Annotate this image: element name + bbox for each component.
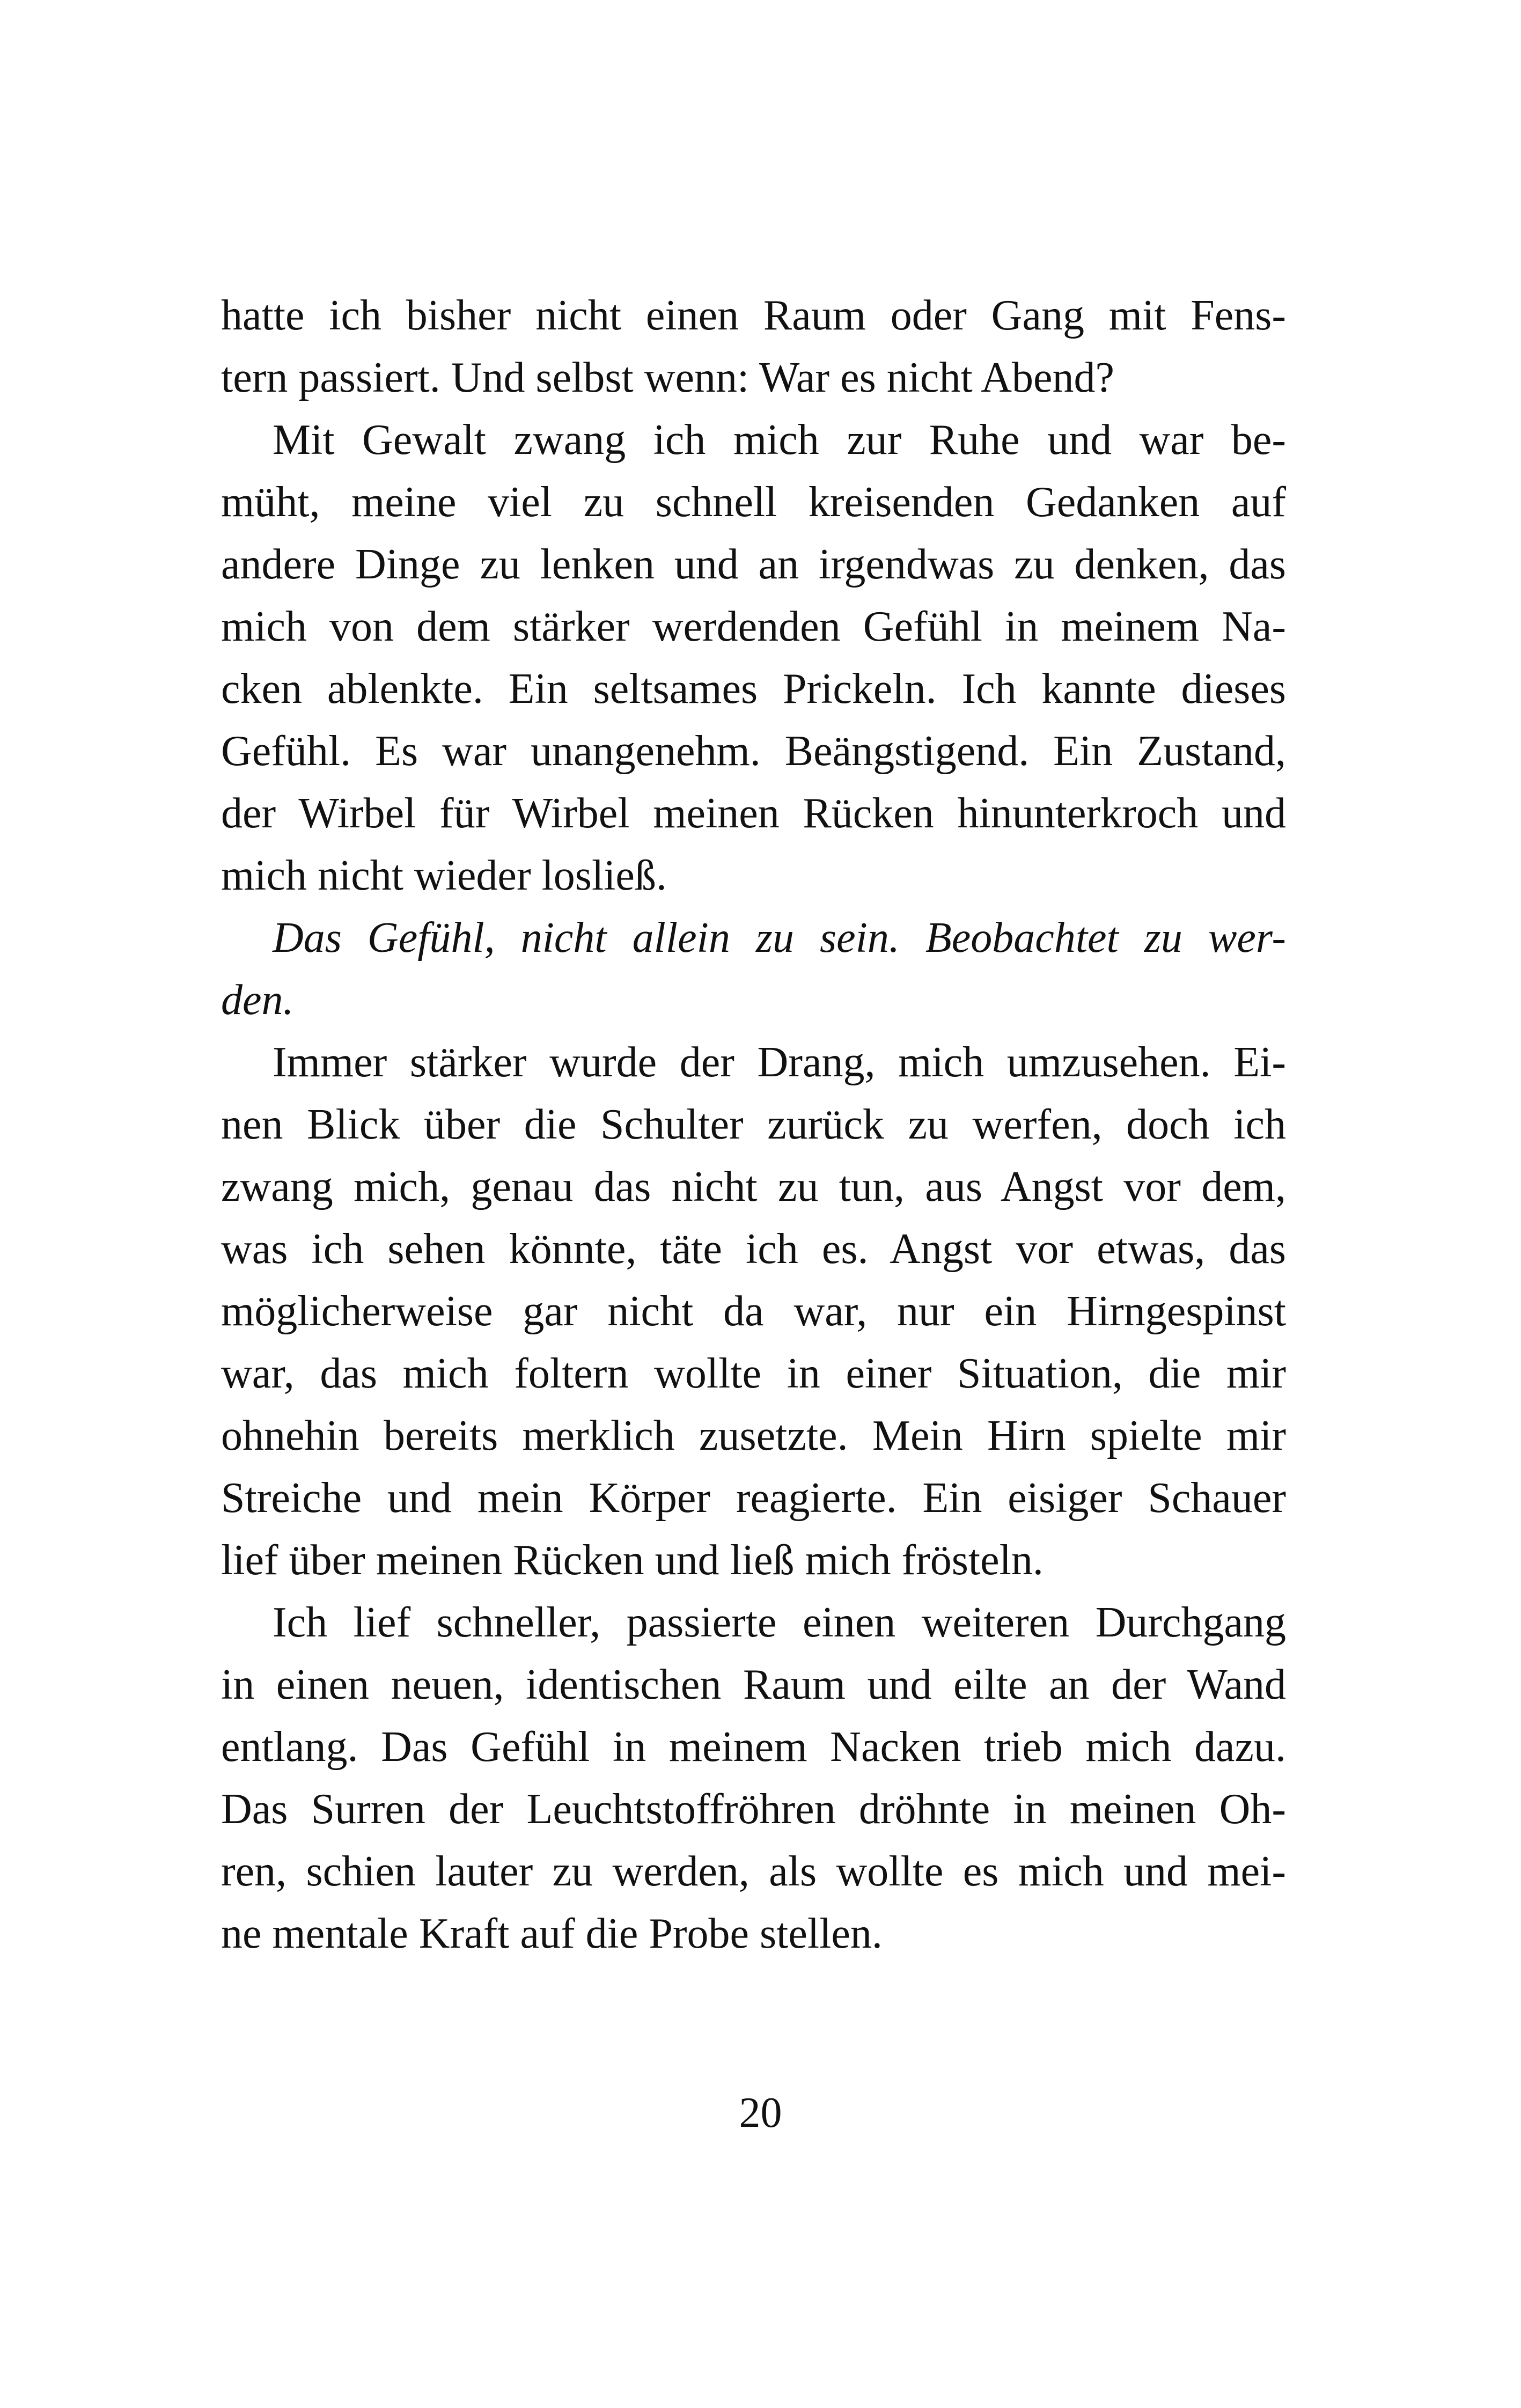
text-line: Mit Gewalt zwang ich mich zur Ruhe und war be- [273,416,1286,464]
text-line: ohnehin bereits merklich zusetzte. Mein Hirn spielte mir [221,1412,1286,1459]
text-line: cken ablenkte. Ein seltsames Prickeln. Ich kannte dieses [221,665,1286,713]
paragraph-italic [221,907,1286,1031]
paragraph [221,1031,1286,1591]
paragraph [221,409,1286,907]
text-line: andere Dinge zu lenken und an irgendwas zu denken, das [221,541,1286,588]
text-line: der Wirbel für Wirbel meinen Rücken hinunterkroch und [221,790,1286,837]
text-line: zwang mich, genau das nicht zu tun, aus Angst vor dem, [221,1163,1286,1210]
text-line: Gefühl. Es war unangenehm. Beängstigend. Ein Zustand, [221,728,1286,775]
text-line: möglicherweise gar nicht da war, nur ein Hirngespinst [221,1288,1286,1335]
paragraph [221,1591,1286,1965]
text-line: lief über meinen Rücken und ließ mich frösteln. [221,1537,1044,1584]
text-line: ren, schien lauter zu werden, als wollte es mich und mei- [221,1848,1286,1895]
text-line: Immer stärker wurde der Drang, mich umzusehen. Ei- [273,1039,1286,1086]
text-line: müht, meine viel zu schnell kreisenden Gedanken auf [221,479,1286,526]
page-number: 20 [739,2089,782,2137]
text-line: in einen neuen, identischen Raum und eilte an der Wand [221,1661,1286,1708]
text-line: Ich lief schneller, passierte einen weiteren Durchgang [273,1599,1286,1646]
body-text [221,284,1286,1965]
text-line: Das Gefühl, nicht allein zu sein. Beobachtet zu wer- [273,914,1286,961]
text-line: hatte ich bisher nicht einen Raum oder Gang mit Fens- [221,292,1286,339]
paragraph [221,284,1286,409]
text-line: Das Surren der Leuchtstoffröhren dröhnte in meinen Oh- [221,1786,1286,1833]
text-line: mich von dem stärker werdenden Gefühl in meinem Na- [221,603,1286,650]
text-line: entlang. Das Gefühl in meinem Nacken trieb mich dazu. [221,1723,1286,1771]
text-line: den. [221,977,294,1024]
text-line: nen Blick über die Schulter zurück zu werfen, doch ich [221,1101,1286,1148]
text-line: tern passiert. Und selbst wenn: War es nicht Abend? [221,354,1115,401]
text-line: Streiche und mein Körper reagierte. Ein eisiger Schauer [221,1474,1286,1522]
text-line: was ich sehen könnte, täte ich es. Angst vor etwas, das [221,1225,1286,1273]
text-line: war, das mich foltern wollte in einer Situation, die mir [221,1350,1286,1397]
text-line: mich nicht wieder losließ. [221,852,667,899]
text-line: ne mentale Kraft auf die Probe stellen. [221,1910,883,1957]
